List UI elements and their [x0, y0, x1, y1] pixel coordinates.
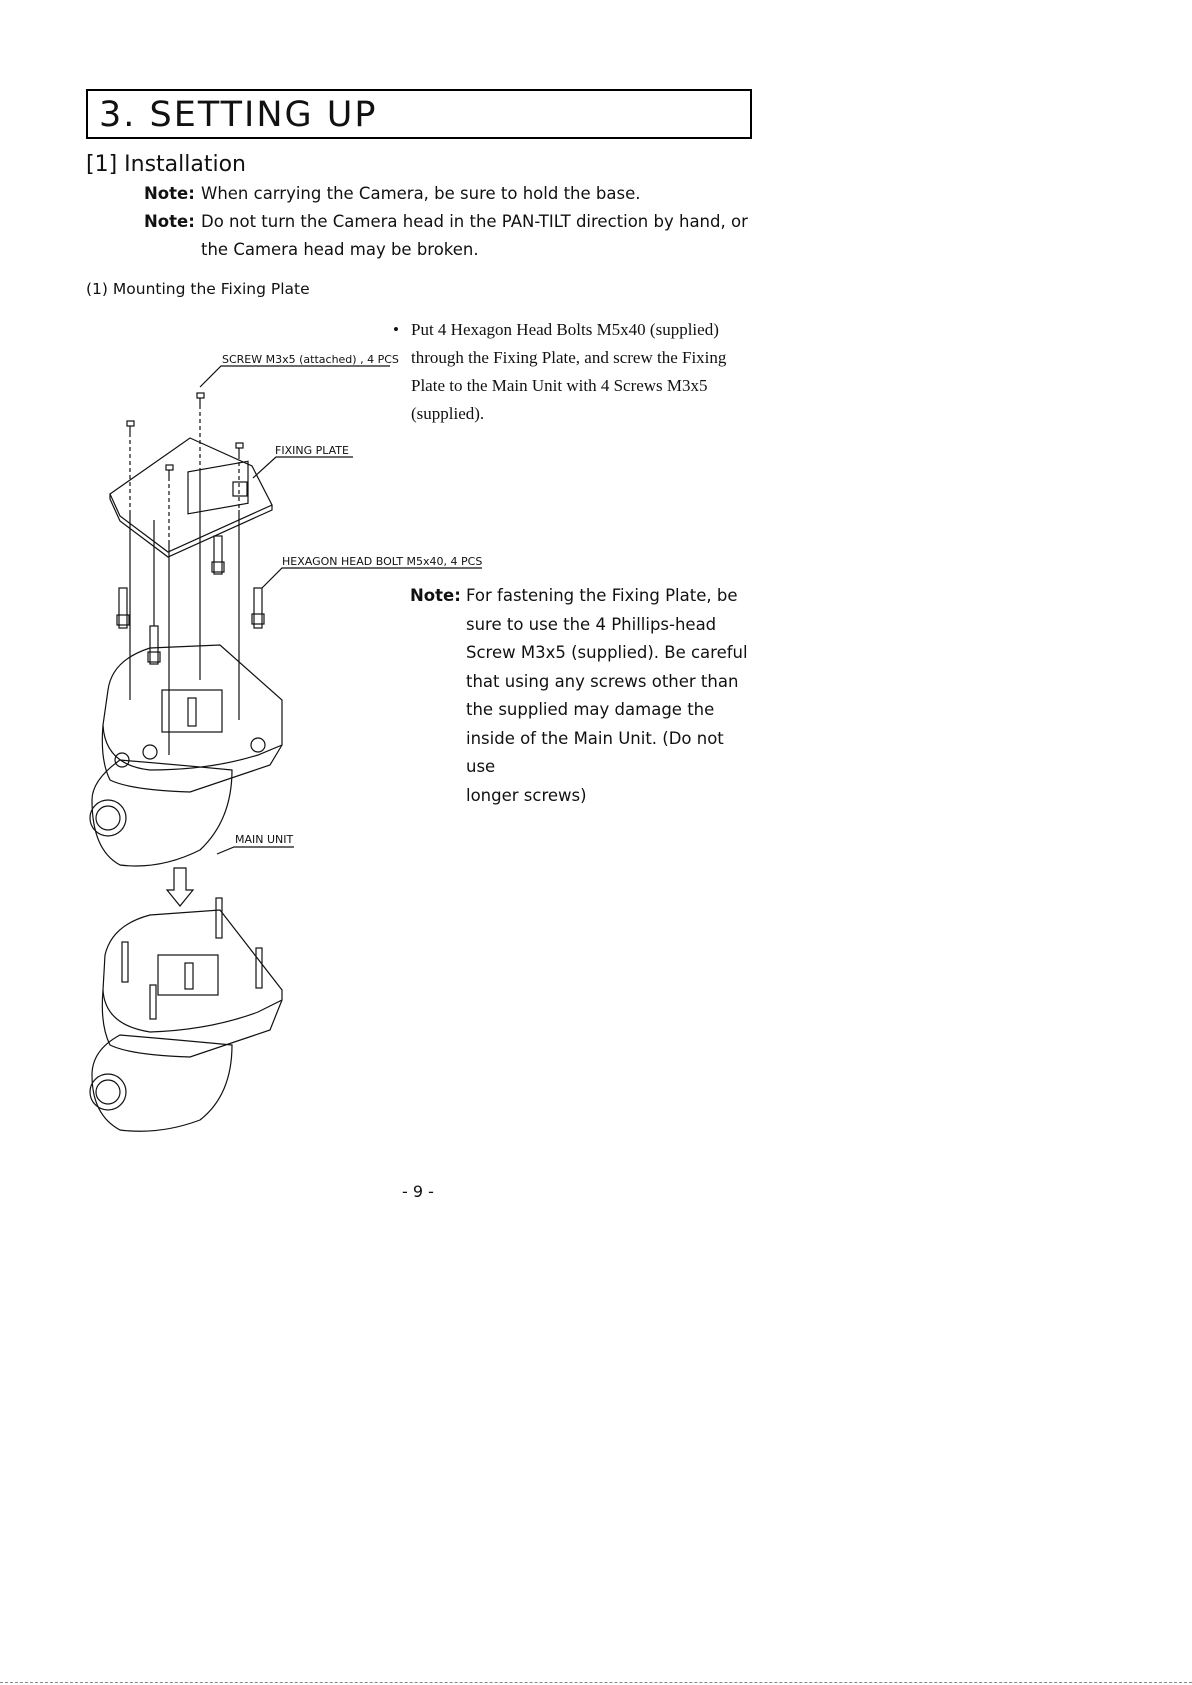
main-unit-leader-line: [217, 847, 294, 854]
note-line: the supplied may damage the: [466, 700, 715, 719]
bolt-leader-line: [262, 568, 482, 588]
note-2-continuation: the Camera head may be broken.: [201, 240, 479, 259]
note-text: When carrying the Camera, be sure to hold the base.: [201, 184, 641, 203]
note-label: Note:: [144, 184, 195, 203]
bullet-line: through the Fixing Plate, and screw the Fixing: [411, 348, 727, 367]
page-title: 3. SETTING UP: [99, 95, 378, 135]
down-arrow-icon: [167, 868, 193, 906]
note-line: For fastening the Fixing Plate, be: [466, 586, 738, 605]
screw-callout: SCREW M3x5 (attached) , 4 PCS: [222, 353, 399, 366]
subsection-title: (1) Mounting the Fixing Plate: [86, 280, 310, 298]
bullet-line: Plate to the Main Unit with 4 Screws M3x5: [411, 376, 708, 395]
note-line: Screw M3x5 (supplied). Be careful: [466, 643, 748, 662]
note-line: sure to use the 4 Phillips-head: [466, 614, 717, 634]
bullet-line: (supplied).: [411, 404, 485, 423]
note-line: that using any screws other than: [466, 671, 739, 691]
note-label: Note:: [410, 586, 461, 605]
note-line: inside of the Main Unit. (Do not use: [466, 728, 724, 776]
hexagon-bolt-icon: [117, 536, 264, 664]
main-unit-callout: MAIN UNIT: [235, 833, 294, 846]
screw-leader-line: [200, 366, 390, 387]
bullet-line: Put 4 Hexagon Head Bolts M5x40 (supplied): [411, 320, 719, 339]
plate-callout: FIXING PLATE: [275, 444, 349, 457]
screw-icon: [127, 393, 243, 477]
bolt-callout: HEXAGON HEAD BOLT M5x40, 4 PCS: [282, 555, 483, 568]
page-number: - 9 -: [402, 1182, 434, 1201]
note-label: Note:: [144, 212, 195, 231]
plate-leader-line: [253, 457, 353, 478]
footer-rule: [0, 1682, 1192, 1683]
note-line: longer screws): [466, 785, 587, 805]
note-text: Do not turn the Camera head in the PAN-TILT direction by hand, or: [201, 212, 748, 231]
bullet-symbol: •: [393, 320, 399, 339]
section-title: [1] Installation: [86, 152, 247, 177]
